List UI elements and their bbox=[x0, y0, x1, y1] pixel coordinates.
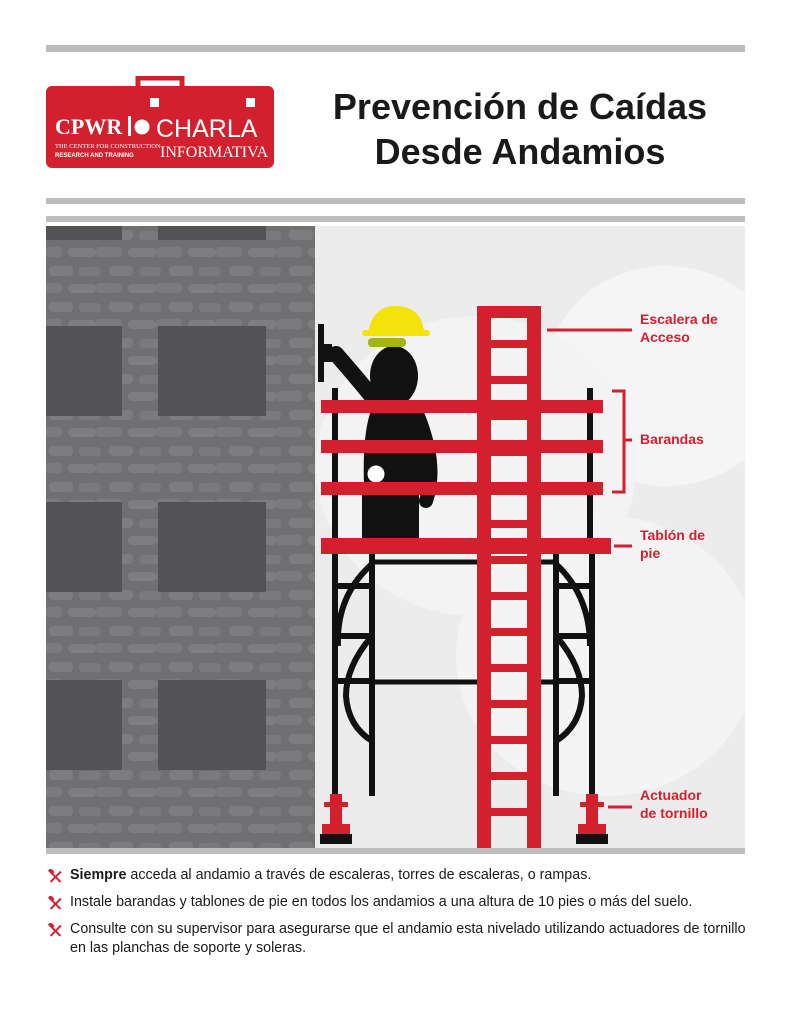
bullet-bold: Siempre bbox=[70, 867, 127, 883]
bullet-text: acceda al andamio a través de escaleras, torres de escaleras, o rampas. bbox=[126, 867, 592, 883]
brick-wall bbox=[46, 226, 315, 848]
label-screw-jack-2: de tornillo bbox=[640, 805, 708, 821]
bullet-text: Instale barandas y tablones de pie en todos los andamios a una altura de 10 pies o más del suelo. bbox=[70, 894, 693, 910]
logo-word-informativa: INFORMATIVA bbox=[160, 144, 269, 161]
title-line-2: Desde Andamios bbox=[374, 131, 666, 172]
scaffold-illustration bbox=[46, 226, 745, 848]
label-guardrails: Barandas bbox=[640, 431, 704, 447]
logo-sub1: THE CENTER FOR CONSTRUCTION bbox=[55, 143, 161, 150]
label-toeboard-2: pie bbox=[640, 545, 661, 561]
logo-word-charla: CHARLA bbox=[156, 115, 258, 143]
hammer-wrench-icon bbox=[48, 869, 63, 884]
header-rule-1 bbox=[46, 198, 745, 204]
cpwr-charla-logo bbox=[46, 76, 274, 168]
top-rule bbox=[46, 45, 745, 52]
label-access-ladder-2: Acceso bbox=[640, 329, 690, 345]
header-rule-2 bbox=[46, 216, 745, 222]
label-screw-jack-1: Actuador bbox=[640, 787, 702, 803]
bullet-list bbox=[46, 866, 746, 966]
bullet-item bbox=[46, 866, 746, 885]
page-title bbox=[300, 84, 740, 174]
logo-sub2: RESEARCH AND TRAINING bbox=[55, 153, 134, 159]
hammer-wrench-icon bbox=[48, 923, 63, 938]
bullet-item bbox=[46, 893, 746, 912]
illustration-bottom-rule bbox=[46, 848, 745, 854]
bullet-text: Consulte con su supervisor para asegurarse que el andamio esta nivelado utilizando actuadores de tornillo en las planchas de soporte y soleras. bbox=[70, 921, 746, 956]
bullet-item bbox=[46, 920, 746, 958]
label-access-ladder-1: Escalera de bbox=[640, 311, 718, 327]
label-toeboard-1: Tablón de bbox=[640, 527, 706, 543]
title-line-1: Prevención de Caídas bbox=[332, 86, 708, 127]
hammer-wrench-icon bbox=[48, 896, 63, 911]
logo-brand: CPWR bbox=[55, 114, 123, 139]
